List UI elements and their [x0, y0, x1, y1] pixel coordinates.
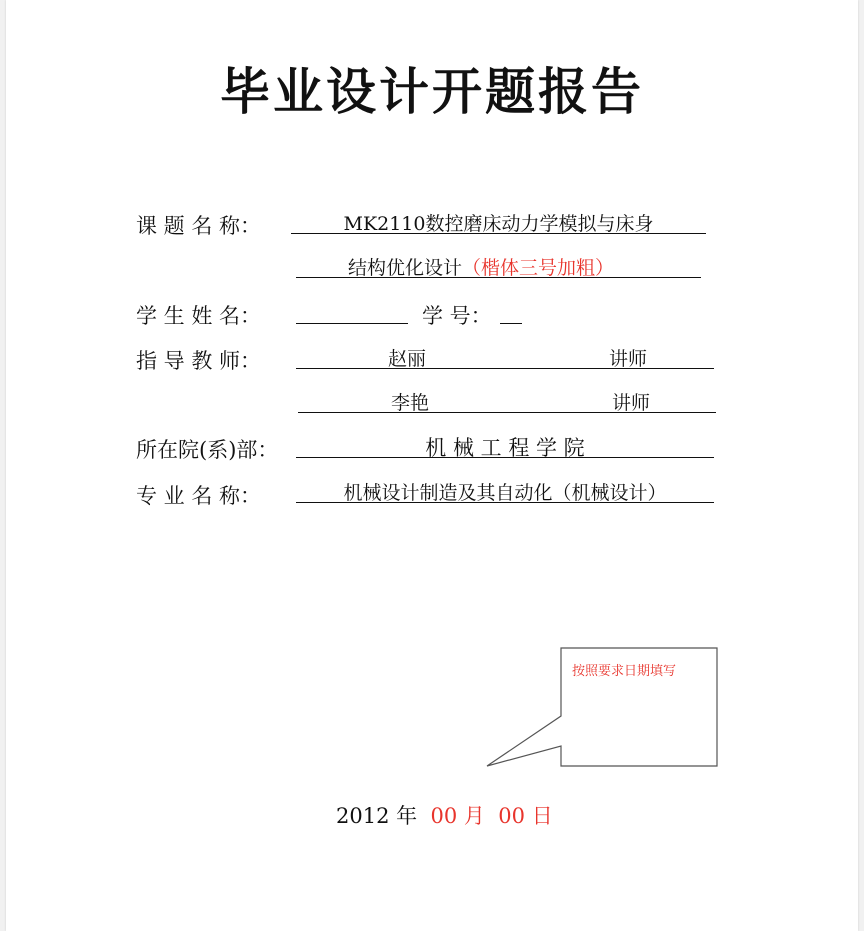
advisor-label: 指 导 教 师： — [136, 349, 262, 373]
document-page — [6, 0, 858, 931]
student-id-label: 学 号： — [422, 304, 492, 328]
topic-value-line1: MK2110数控磨床动力学模拟与床身 — [343, 213, 654, 235]
advisor-name-1: 赵丽 — [388, 348, 427, 370]
advisor-title-1: 讲师 — [609, 348, 648, 370]
major-value: 机械设计制造及其自动化（机械设计） — [343, 482, 667, 504]
date-month: 00 — [430, 804, 458, 828]
student-name-label: 学 生 姓 名： — [136, 304, 262, 328]
report-date — [336, 800, 553, 830]
advisor-name-2: 李艳 — [391, 392, 430, 414]
callout-shape — [6, 0, 858, 931]
topic-label: 课 题 名 称： — [136, 214, 262, 238]
department-value: 机 械 工 程 学 院 — [425, 436, 585, 460]
callout-text: 按照要求日期填写 — [572, 664, 677, 679]
topic-format-note: （楷体三号加粗） — [462, 257, 615, 279]
department-label: 所在院(系)部： — [136, 438, 279, 462]
date-month-unit: 月 — [463, 804, 485, 828]
advisor-title-2: 讲师 — [612, 392, 651, 414]
date-year: 2012 — [336, 804, 390, 828]
date-day: 00 — [498, 804, 526, 828]
date-day-unit: 日 — [531, 804, 553, 828]
date-year-unit: 年 — [396, 804, 418, 828]
page-title: 毕业设计开题报告 — [220, 63, 644, 121]
topic-value-line2-main: 结构优化设计 — [347, 257, 462, 279]
major-label: 专 业 名 称： — [136, 484, 262, 508]
